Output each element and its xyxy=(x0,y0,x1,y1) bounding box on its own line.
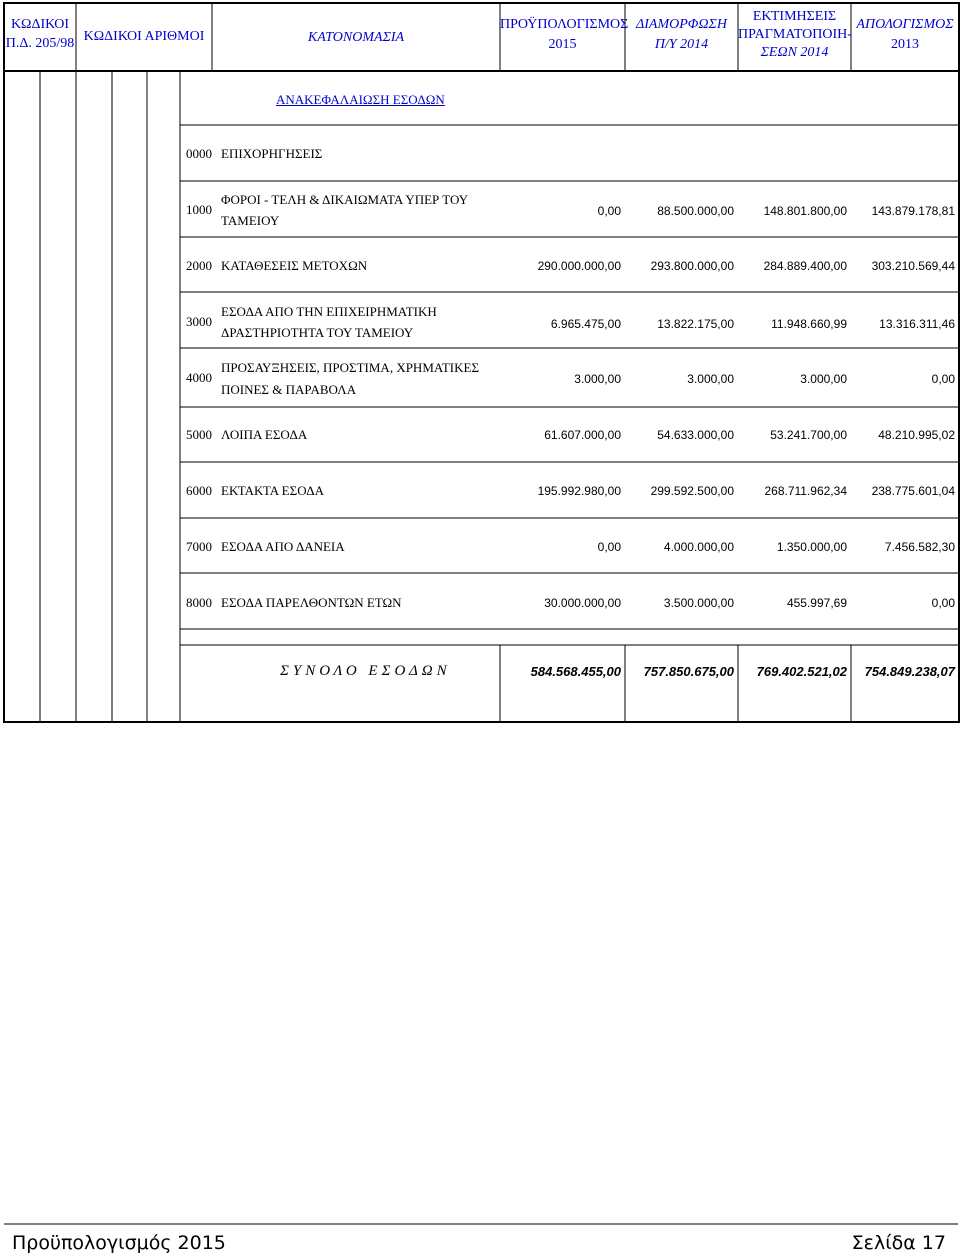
row-7000-val-ektim: 1.350.000,00 xyxy=(776,540,847,554)
row-3000-code: 3000 xyxy=(186,314,212,329)
row-7000-val-diam: 4.000.000,00 xyxy=(663,540,734,554)
header-apologismos-line1: ΑΠΟΛΟΓΙΣΜΟΣ xyxy=(856,17,954,32)
row-3000-name-line2: ΔΡΑΣΤΗΡΙΟΤΗΤΑ ΤΟΥ ΤΑΜΕΙΟΥ xyxy=(221,325,414,340)
header-ektimiseis-line3: ΣΕΩΝ 2014 xyxy=(760,45,829,60)
row-3000-val-apol: 13.316.311,46 xyxy=(879,317,955,331)
row-8000-val-apol: 0,00 xyxy=(931,596,955,610)
header-ektimiseis xyxy=(738,10,851,60)
header-ektimiseis-line1: ΕΚΤΙΜΗΣΕΙΣ xyxy=(752,9,837,24)
header-apologismos xyxy=(851,18,959,52)
row-4000-val-diam: 3.000,00 xyxy=(687,372,734,386)
row-5000-val-ektim: 53.241.700,00 xyxy=(770,428,847,442)
header-kodikoi-pd xyxy=(4,18,76,51)
row-5000-val-diam: 54.633.000,00 xyxy=(657,428,734,442)
total-val-diam: 757.850.675,00 xyxy=(643,664,734,679)
row-3000-val-2015: 6.965.475,00 xyxy=(550,317,621,331)
row-4000-val-apol: 0,00 xyxy=(931,372,955,386)
header-kodikoi-arithmoi: ΚΩΔΙΚΟΙ ΑΡΙΘΜΟΙ xyxy=(83,29,205,44)
row-7000-code: 7000 xyxy=(186,539,212,554)
row-7000-val-2015: 0,00 xyxy=(597,540,621,554)
footer-page-number: Σελίδα 17 xyxy=(851,1232,946,1254)
row-8000-code: 8000 xyxy=(186,595,212,610)
row-2000-val-diam: 293.800.000,00 xyxy=(650,259,734,273)
header-diamorfosi-line2: Π/Υ 2014 xyxy=(654,37,709,52)
row-0000-name: ΕΠΙΧΟΡΗΓΗΣΕΙΣ xyxy=(221,146,323,161)
row-4000-val-ektim: 3.000,00 xyxy=(800,372,847,386)
row-2000-val-apol: 303.210.569,44 xyxy=(871,259,955,273)
row-5000-code: 5000 xyxy=(186,427,212,442)
row-8000-val-ektim: 455.997,69 xyxy=(786,596,847,610)
row-1000-name-line1: ΦΟΡΟΙ - ΤΕΛΗ & ΔΙΚΑΙΩΜΑΤΑ ΥΠΕΡ ΤΟΥ xyxy=(221,192,469,207)
row-3000-val-ektim: 11.948.660,99 xyxy=(771,317,847,331)
row-1000-val-ektim: 148.801.800,00 xyxy=(763,204,847,218)
row-1000-code: 1000 xyxy=(186,202,212,217)
row-0000-code: 0000 xyxy=(186,146,212,161)
row-2000-name: ΚΑΤΑΘΕΣΕΙΣ ΜΕΤΟΧΩΝ xyxy=(221,258,368,273)
row-5000-val-apol: 48.210.995,02 xyxy=(878,428,955,442)
row-6000-val-diam: 299.592.500,00 xyxy=(650,484,734,498)
row-3000-name-line1: ΕΣΟΔΑ ΑΠΟ ΤΗΝ ΕΠΙΧΕΙΡΗΜΑΤΙΚΗ xyxy=(221,304,437,319)
row-2000-code: 2000 xyxy=(186,258,212,273)
row-2000-val-2015: 290.000.000,00 xyxy=(537,259,621,273)
header-apologismos-line2: 2013 xyxy=(891,37,919,52)
header-proypologismos-line1: ΠΡΟΫΠΟΛΟΓΙΣΜΟΣ xyxy=(500,17,629,32)
row-4000-val-2015: 3.000,00 xyxy=(574,372,621,386)
row-6000-val-ektim: 268.711.962,34 xyxy=(764,484,847,498)
row-4000-code: 4000 xyxy=(186,370,212,385)
row-1000-val-diam: 88.500.000,00 xyxy=(657,204,734,218)
row-1000-val-apol: 143.879.178,81 xyxy=(871,204,955,218)
row-8000-name: ΕΣΟΔΑ ΠΑΡΕΛΘΟΝΤΩΝ ΕΤΩΝ xyxy=(221,595,402,610)
row-5000-val-2015: 61.607.000,00 xyxy=(544,428,621,442)
row-2000-val-ektim: 284.889.400,00 xyxy=(763,259,847,273)
header-diamorfosi xyxy=(625,18,738,52)
total-label: ΣΥΝΟΛΟ ΕΣΟΔΩΝ xyxy=(280,663,451,679)
header-kodikoi-pd-line2: Π.Δ. 205/98 xyxy=(5,36,75,51)
row-3000-val-diam: 13.822.175,00 xyxy=(657,317,734,331)
header-katonomasia: ΚΑΤΟΝΟΜΑΣΙΑ xyxy=(307,30,405,45)
row-7000-name: ΕΣΟΔΑ ΑΠΟ ΔΑΝΕΙΑ xyxy=(221,539,345,554)
header-proypologismos xyxy=(500,17,629,52)
row-1000-val-2015: 0,00 xyxy=(597,204,621,218)
row-7000-val-apol: 7.456.582,30 xyxy=(884,540,955,554)
header-kodikoi-pd-line1: ΚΩΔΙΚΟΙ xyxy=(10,17,70,32)
header-ektimiseis-line2: ΠΡΑΓΜΑΤΟΠΟΙΗ- xyxy=(738,27,852,42)
row-4000-name-line1: ΠΡΟΣΑΥΞΗΣΕΙΣ, ΠΡΟΣΤΙΜΑ, ΧΡΗΜΑΤΙΚΕΣ xyxy=(221,360,480,375)
header-diamorfosi-line1: ΔΙΑΜΟΡΦΩΣΗ xyxy=(636,17,727,32)
total-val-apol: 754.849.238,07 xyxy=(864,664,955,679)
footer-document-title: Προϋπολογισμός 2015 xyxy=(12,1232,226,1254)
row-6000-val-2015: 195.992.980,00 xyxy=(537,484,621,498)
row-1000-name-line2: ΤΑΜΕΙΟΥ xyxy=(221,213,280,228)
section-title: ΑΝΑΚΕΦΑΛΑΙΩΣΗ ΕΣΟΔΩΝ xyxy=(276,92,445,107)
row-6000-code: 6000 xyxy=(186,483,212,498)
row-5000-name: ΛΟΙΠΑ ΕΣΟΔΑ xyxy=(221,427,308,442)
total-val-2015: 584.568.455,00 xyxy=(530,664,621,679)
row-4000-name-line2: ΠΟΙΝΕΣ & ΠΑΡΑΒΟΛΑ xyxy=(221,382,357,397)
row-6000-val-apol: 238.775.601,04 xyxy=(871,484,955,498)
total-val-ektim: 769.402.521,02 xyxy=(756,664,847,679)
row-8000-val-diam: 3.500.000,00 xyxy=(663,596,734,610)
header-proypologismos-line2: 2015 xyxy=(548,37,577,52)
row-8000-val-2015: 30.000.000,00 xyxy=(544,596,621,610)
row-6000-name: ΕΚΤΑΚΤΑ ΕΣΟΔΑ xyxy=(221,483,325,498)
